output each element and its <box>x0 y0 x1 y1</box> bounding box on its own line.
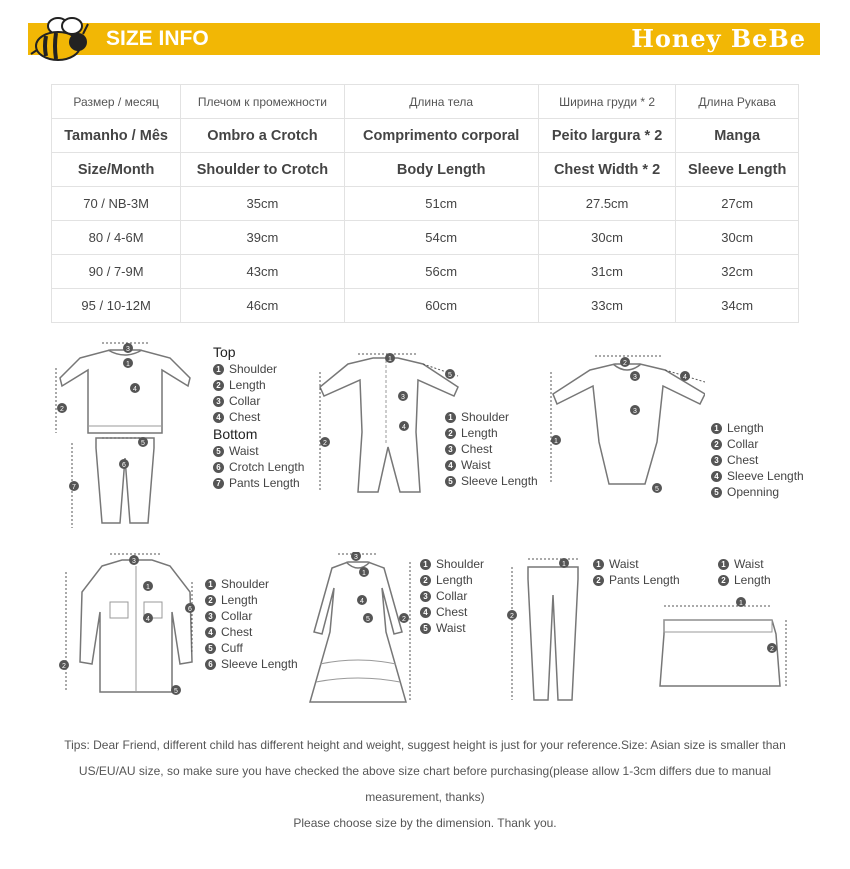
legend-item: 1 Waist <box>718 556 771 572</box>
header-cell: Плечом к промежности <box>181 85 344 119</box>
header-cell: Размер / месяц <box>52 85 181 119</box>
header-cell: Длина тела <box>344 85 538 119</box>
header-cell: Tamanho / Mês <box>52 119 181 153</box>
legend-item: 4 Chest <box>420 604 484 620</box>
legend-bottom-title: Bottom <box>213 426 258 442</box>
table-cell: 70 / NB-3M <box>52 187 181 221</box>
legend-item: 2 Length <box>420 572 484 588</box>
table-cell: 30cm <box>538 221 676 255</box>
table-cell: 35cm <box>181 187 344 221</box>
size-info-banner <box>28 18 820 60</box>
legend-item: 2 Length <box>213 377 304 393</box>
table-header-en <box>52 153 799 187</box>
table-cell: 33cm <box>538 289 676 323</box>
svg-text:3: 3 <box>633 374 637 381</box>
legend-item: 6 Sleeve Length <box>205 656 298 672</box>
skirt-diagram <box>656 594 796 694</box>
svg-text:1: 1 <box>562 561 566 568</box>
skirt-legend <box>718 556 771 588</box>
header-cell: Длина Рукава <box>676 85 799 119</box>
jumpsuit-legend <box>445 409 538 489</box>
legend-item: 2 Pants Length <box>593 572 680 588</box>
table-header-ru <box>52 85 799 119</box>
svg-text:4: 4 <box>683 374 687 381</box>
table-cell: 27.5cm <box>538 187 676 221</box>
bodysuit-diagram <box>545 352 705 502</box>
table-cell: 46cm <box>181 289 344 323</box>
shirt-legend <box>205 576 298 672</box>
svg-text:1: 1 <box>362 570 366 577</box>
table-header-pt <box>52 119 799 153</box>
table-cell: 43cm <box>181 255 344 289</box>
svg-text:6: 6 <box>122 462 126 469</box>
legend-item: 5 Sleeve Length <box>445 473 538 489</box>
svg-text:1: 1 <box>554 438 558 445</box>
table-cell: 80 / 4-6M <box>52 221 181 255</box>
legend-item: 3 Chest <box>711 452 804 468</box>
svg-text:3: 3 <box>633 408 637 415</box>
legend-item: 1 Shoulder <box>205 576 298 592</box>
dress-legend <box>420 556 484 636</box>
svg-text:4: 4 <box>360 598 364 605</box>
legend-item: 7 Pants Length <box>213 475 304 491</box>
tips-text <box>40 732 810 836</box>
svg-text:1: 1 <box>146 584 150 591</box>
legend-item: 1 Length <box>711 420 804 436</box>
svg-text:2: 2 <box>510 613 514 620</box>
table-row <box>52 221 799 255</box>
legend-item: 1 Waist <box>593 556 680 572</box>
svg-text:3: 3 <box>354 554 358 561</box>
table-cell: 60cm <box>344 289 538 323</box>
svg-text:5: 5 <box>655 486 659 493</box>
header-cell: Sleeve Length <box>676 153 799 187</box>
svg-text:2: 2 <box>60 406 64 413</box>
top-bottom-diagram <box>50 338 210 538</box>
header-cell: Ширина груди * 2 <box>538 85 676 119</box>
table-cell: 32cm <box>676 255 799 289</box>
legend-item: 1 Shoulder <box>445 409 538 425</box>
svg-text:1: 1 <box>388 356 392 363</box>
table-cell: 90 / 7-9M <box>52 255 181 289</box>
header-cell: Comprimento corporal <box>344 119 538 153</box>
table-cell: 31cm <box>538 255 676 289</box>
table-cell: 30cm <box>676 221 799 255</box>
legend-item: 4 Sleeve Length <box>711 468 804 484</box>
tips-line: measurement, thanks) <box>365 790 485 804</box>
header-cell: Chest Width * 2 <box>538 153 676 187</box>
svg-text:7: 7 <box>72 484 76 491</box>
svg-text:3: 3 <box>132 558 136 565</box>
table-cell: 54cm <box>344 221 538 255</box>
svg-text:4: 4 <box>133 386 137 393</box>
svg-text:6: 6 <box>188 606 192 613</box>
bee-logo-icon <box>28 14 104 64</box>
table-cell: 51cm <box>344 187 538 221</box>
svg-text:2: 2 <box>62 663 66 670</box>
table-cell: 56cm <box>344 255 538 289</box>
legend-item: 5 Waist <box>420 620 484 636</box>
legend-item: 3 Chest <box>445 441 538 457</box>
table-row <box>52 187 799 221</box>
svg-text:2: 2 <box>402 616 406 623</box>
legend-item: 3 Collar <box>420 588 484 604</box>
tips-line: Please choose size by the dimension. Thank you. <box>293 816 557 830</box>
legend-item: 4 Waist <box>445 457 538 473</box>
legend-item: 2 Length <box>718 572 771 588</box>
table-cell: 34cm <box>676 289 799 323</box>
header-cell: Body Length <box>344 153 538 187</box>
svg-text:5: 5 <box>141 440 145 447</box>
svg-text:5: 5 <box>366 616 370 623</box>
leggings-legend <box>593 556 680 588</box>
legend-item: 5 Cuff <box>205 640 298 656</box>
legend-item: 3 Collar <box>213 393 304 409</box>
legend-item: 2 Length <box>205 592 298 608</box>
svg-text:4: 4 <box>402 424 406 431</box>
svg-text:5: 5 <box>174 688 178 695</box>
legend-item: 6 Crotch Length <box>213 459 304 475</box>
legend-item: 2 Length <box>445 425 538 441</box>
svg-text:4: 4 <box>146 616 150 623</box>
top-bottom-legend <box>213 343 304 491</box>
leggings-diagram <box>500 555 590 705</box>
dress-diagram <box>290 552 420 707</box>
table-cell: 39cm <box>181 221 344 255</box>
svg-text:2: 2 <box>770 646 774 653</box>
svg-text:1: 1 <box>126 361 130 368</box>
size-table <box>51 84 799 323</box>
header-cell: Shoulder to Crotch <box>181 153 344 187</box>
svg-text:1: 1 <box>739 600 743 607</box>
legend-item: 5 Waist <box>213 443 304 459</box>
svg-text:2: 2 <box>623 360 627 367</box>
brand-name: Honey BeBe <box>631 24 806 53</box>
tips-line: US/EU/AU size, so make sure you have checked the above size chart before purchasing(please allow 1-3cm differs due to manual <box>78 764 772 778</box>
legend-item: 1 Shoulder <box>213 361 304 377</box>
legend-item: 2 Collar <box>711 436 804 452</box>
banner-title: SIZE INFO <box>106 27 209 50</box>
shirt-diagram <box>52 552 202 702</box>
table-cell: 27cm <box>676 187 799 221</box>
legend-item: 3 Collar <box>205 608 298 624</box>
header-cell: Ombro a Crotch <box>181 119 344 153</box>
legend-item: 4 Chest <box>213 409 304 425</box>
table-row <box>52 255 799 289</box>
svg-text:2: 2 <box>323 440 327 447</box>
legend-top-title: Top <box>213 344 236 360</box>
header-cell: Size/Month <box>52 153 181 187</box>
tips-line: Tips: Dear Friend, different child has different height and weight, suggest height is just for your reference.Size: Asian size is smaller than <box>64 738 786 752</box>
legend-item: 1 Shoulder <box>420 556 484 572</box>
jumpsuit-diagram <box>308 352 468 502</box>
svg-text:3: 3 <box>126 346 130 353</box>
svg-text:3: 3 <box>401 394 405 401</box>
table-row <box>52 289 799 323</box>
legend-item: 4 Chest <box>205 624 298 640</box>
table-cell: 95 / 10-12M <box>52 289 181 323</box>
header-cell: Peito largura * 2 <box>538 119 676 153</box>
bodysuit-legend <box>711 420 804 500</box>
svg-text:5: 5 <box>448 372 452 379</box>
header-cell: Manga <box>676 119 799 153</box>
legend-item: 5 Openning <box>711 484 804 500</box>
